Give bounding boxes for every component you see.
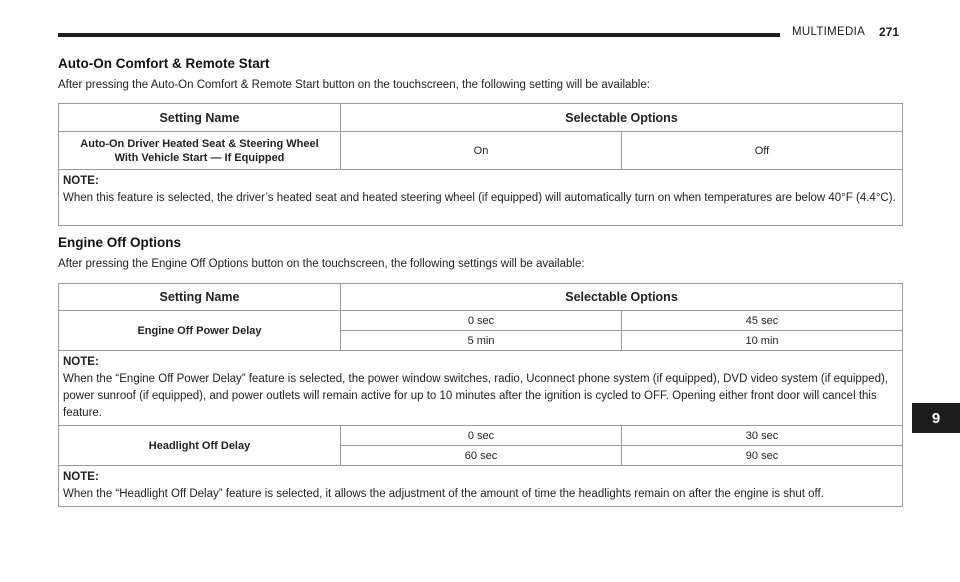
option-cell: 0 sec	[341, 311, 622, 331]
section-heading-engine-off: Engine Off Options	[58, 235, 181, 250]
setting-name-cell: Engine Off Power Delay	[59, 311, 341, 351]
note-row	[59, 351, 903, 426]
section-heading-auto-on: Auto-On Comfort & Remote Start	[58, 56, 270, 71]
note-label: NOTE:	[63, 175, 99, 187]
note-text: When the “Headlight Off Delay” feature is selected, it allows the adjustment of the amount of time the headlights remain on after the engine is shut off.	[63, 488, 824, 500]
table-row	[59, 132, 903, 170]
header-rule	[58, 33, 780, 37]
column-header-setting-name: Setting Name	[59, 104, 341, 132]
note-row	[59, 170, 903, 226]
setting-name-line-1: Auto-On Driver Heated Seat & Steering Wheel	[80, 137, 319, 150]
note-text: When the “Engine Off Power Delay” feature is selected, the power window switches, radio, Uconnect phone system (if equipped), DVD video system (if equipped), power sunroof (if equipped), and power outlets will remain active for up to 10 minutes after the ignition is cycled to OFF. Opening either front door will cancel this feature.	[63, 373, 888, 419]
option-cell: On	[341, 132, 622, 170]
setting-name-line-2: With Vehicle Start — If Equipped	[114, 151, 285, 164]
column-header-setting-name: Setting Name	[59, 284, 341, 311]
option-cell: 5 min	[341, 331, 622, 351]
note-cell	[59, 351, 903, 426]
page-number: 271	[879, 25, 900, 39]
option-cell: 45 sec	[622, 311, 903, 331]
note-label: NOTE:	[63, 356, 99, 368]
option-cell: Off	[622, 132, 903, 170]
note-cell	[59, 170, 903, 226]
section-intro-auto-on: After pressing the Auto-On Comfort & Remote Start button on the touchscreen, the following setting will be available:	[58, 79, 650, 91]
option-cell: 60 sec	[341, 446, 622, 466]
note-label: NOTE:	[63, 471, 99, 483]
option-cell: 10 min	[622, 331, 903, 351]
table-row	[59, 426, 903, 446]
chapter-tab: 9	[912, 403, 960, 433]
option-cell: 90 sec	[622, 446, 903, 466]
header-section-title: MULTIMEDIA	[792, 26, 866, 38]
note-text: When this feature is selected, the driver’s heated seat and heated steering wheel (if equipped) will automatically turn on when temperatures are below 40°F (4.4°C).	[63, 192, 896, 204]
option-cell: 0 sec	[341, 426, 622, 446]
option-cell: 30 sec	[622, 426, 903, 446]
table-row	[59, 311, 903, 331]
column-header-selectable-options: Selectable Options	[341, 104, 903, 132]
setting-name-cell	[59, 132, 341, 170]
engine-off-settings-table	[58, 283, 903, 507]
section-intro-engine-off: After pressing the Engine Off Options button on the touchscreen, the following settings will be available:	[58, 258, 585, 270]
auto-on-settings-table	[58, 103, 903, 226]
table-header-row	[59, 104, 903, 132]
column-header-selectable-options: Selectable Options	[341, 284, 903, 311]
note-cell	[59, 466, 903, 507]
setting-name-cell: Headlight Off Delay	[59, 426, 341, 466]
note-row	[59, 466, 903, 507]
table-header-row	[59, 284, 903, 311]
